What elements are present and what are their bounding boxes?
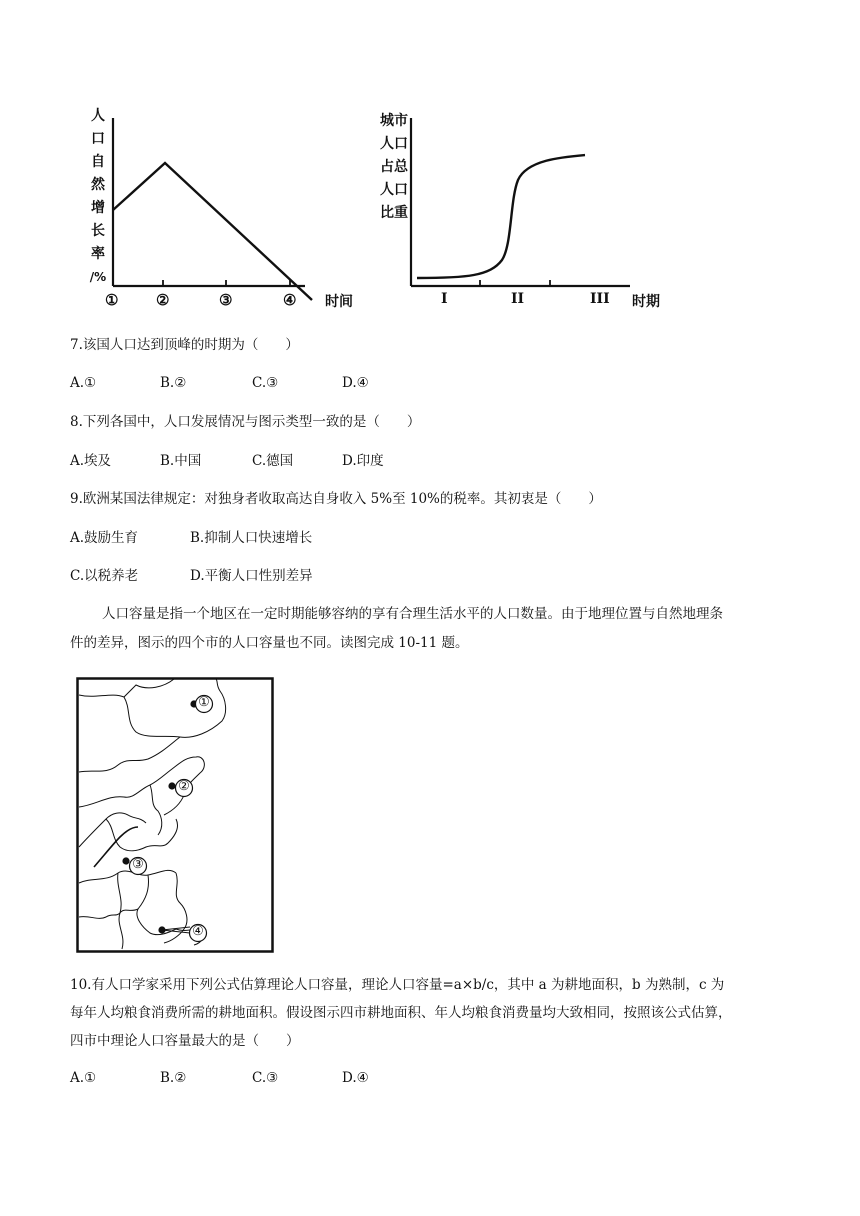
fig1-tick-label: ① [105,291,119,309]
question-8-option-a[interactable]: A.埃及 [70,453,112,469]
map-figure [76,677,274,953]
fig1-y-char: 然 [91,177,105,193]
fig1-y-char: 口 [91,131,105,147]
fig1-y-char: 人 [91,108,105,124]
question-8-option-b[interactable]: B.中国 [160,453,202,469]
question-8-option-d[interactable]: D.印度 [342,453,384,469]
figure-natural-growth-rate [80,100,370,315]
question-10-option-d[interactable]: D.④ [342,1070,369,1086]
figure-urbanization-curve [372,100,672,315]
question-10-option-a[interactable]: A.① [70,1070,97,1086]
question-9-option-d[interactable]: D.平衡人口性别差异 [190,568,313,584]
map-outline [76,677,274,953]
fig2-y-char: 人口 [380,136,408,152]
fig2-tick-label: III [590,291,610,307]
fig1-tick-label: ② [156,291,170,309]
question-10-stem [70,971,810,1055]
intro-line-2: 件的差异，图示的四个市的人口容量也不同。读图完成 10-11 题。 [70,635,469,651]
fig2-x-axis-label: 时期 [632,294,660,310]
question-9-option-b[interactable]: B.抑制人口快速增长 [190,530,313,546]
fig2-y-char: 占总 [380,159,408,175]
fig1-plot [80,100,370,315]
map-city-label-4: ④ [192,924,204,939]
fig1-tick-label: ③ [219,291,233,309]
map-city-label-3: ③ [132,857,144,872]
map-city-label-1: ① [198,695,210,710]
map-city-label-2: ② [178,779,190,794]
question-10-line-2: 每年人均粮食消费所需的耕地面积。假设图示四市耕地面积、年人均粮食消费量均大致相同，按照该公式估算， [70,1005,732,1021]
fig2-s-curve [417,155,585,278]
fig1-y-char: 增 [91,200,105,216]
fig1-y-char: 长 [91,223,105,239]
city-dot-3 [122,857,129,864]
fig1-y-char: 率 [91,246,105,262]
fig2-y-char: 比重 [380,205,408,221]
fig2-y-char: 人口 [380,182,408,198]
fig1-y-char: /% [89,270,107,284]
question-7-option-d[interactable]: D.④ [342,375,369,391]
question-8-stem: 8.下列各国中，人口发展情况与图示类型一致的是（ ） [70,414,421,430]
fig2-tick-label: I [441,291,448,307]
question-7-option-a[interactable]: A.① [70,375,97,391]
city-dot-2 [168,782,175,789]
question-10-option-b[interactable]: B.② [160,1070,187,1086]
question-8-option-c[interactable]: C.德国 [252,453,294,469]
fig1-x-axis-label: 时间 [325,294,353,310]
question-10-option-c[interactable]: C.③ [252,1070,279,1086]
fig2-y-char: 城市 [380,113,408,129]
question-7-option-b[interactable]: B.② [160,375,187,391]
fig1-tick-label: ④ [283,291,297,309]
question-9-option-a[interactable]: A.鼓励生育 [70,530,139,546]
question-9-stem: 9.欧洲某国法律规定：对独身者收取高达自身收入 5%至 10%的税率。其初衷是（ ） [70,491,602,507]
fig1-growth-line [113,163,312,300]
intro-paragraph [70,600,805,658]
question-7-stem: 7.该国人口达到顶峰的时期为（ ） [70,337,299,353]
fig2-tick-label: II [511,291,525,307]
question-7-option-c[interactable]: C.③ [252,375,279,391]
question-9-option-c[interactable]: C.以税养老 [70,568,139,584]
question-10-line-1: 10.有人口学家采用下列公式估算理论人口容量，理论人口容量=a×b/c，其中 a 为耕地面积，b 为熟制，c 为 [70,977,725,993]
intro-line-1: 人口容量是指一个地区在一定时期能够容纳的享有合理生活水平的人口数量。由于地理位置与自然地理条 [102,606,723,622]
fig2-plot [372,100,672,315]
question-10-line-3: 四市中理论人口容量最大的是（ ） [70,1033,300,1049]
fig1-y-char: 自 [91,154,105,170]
